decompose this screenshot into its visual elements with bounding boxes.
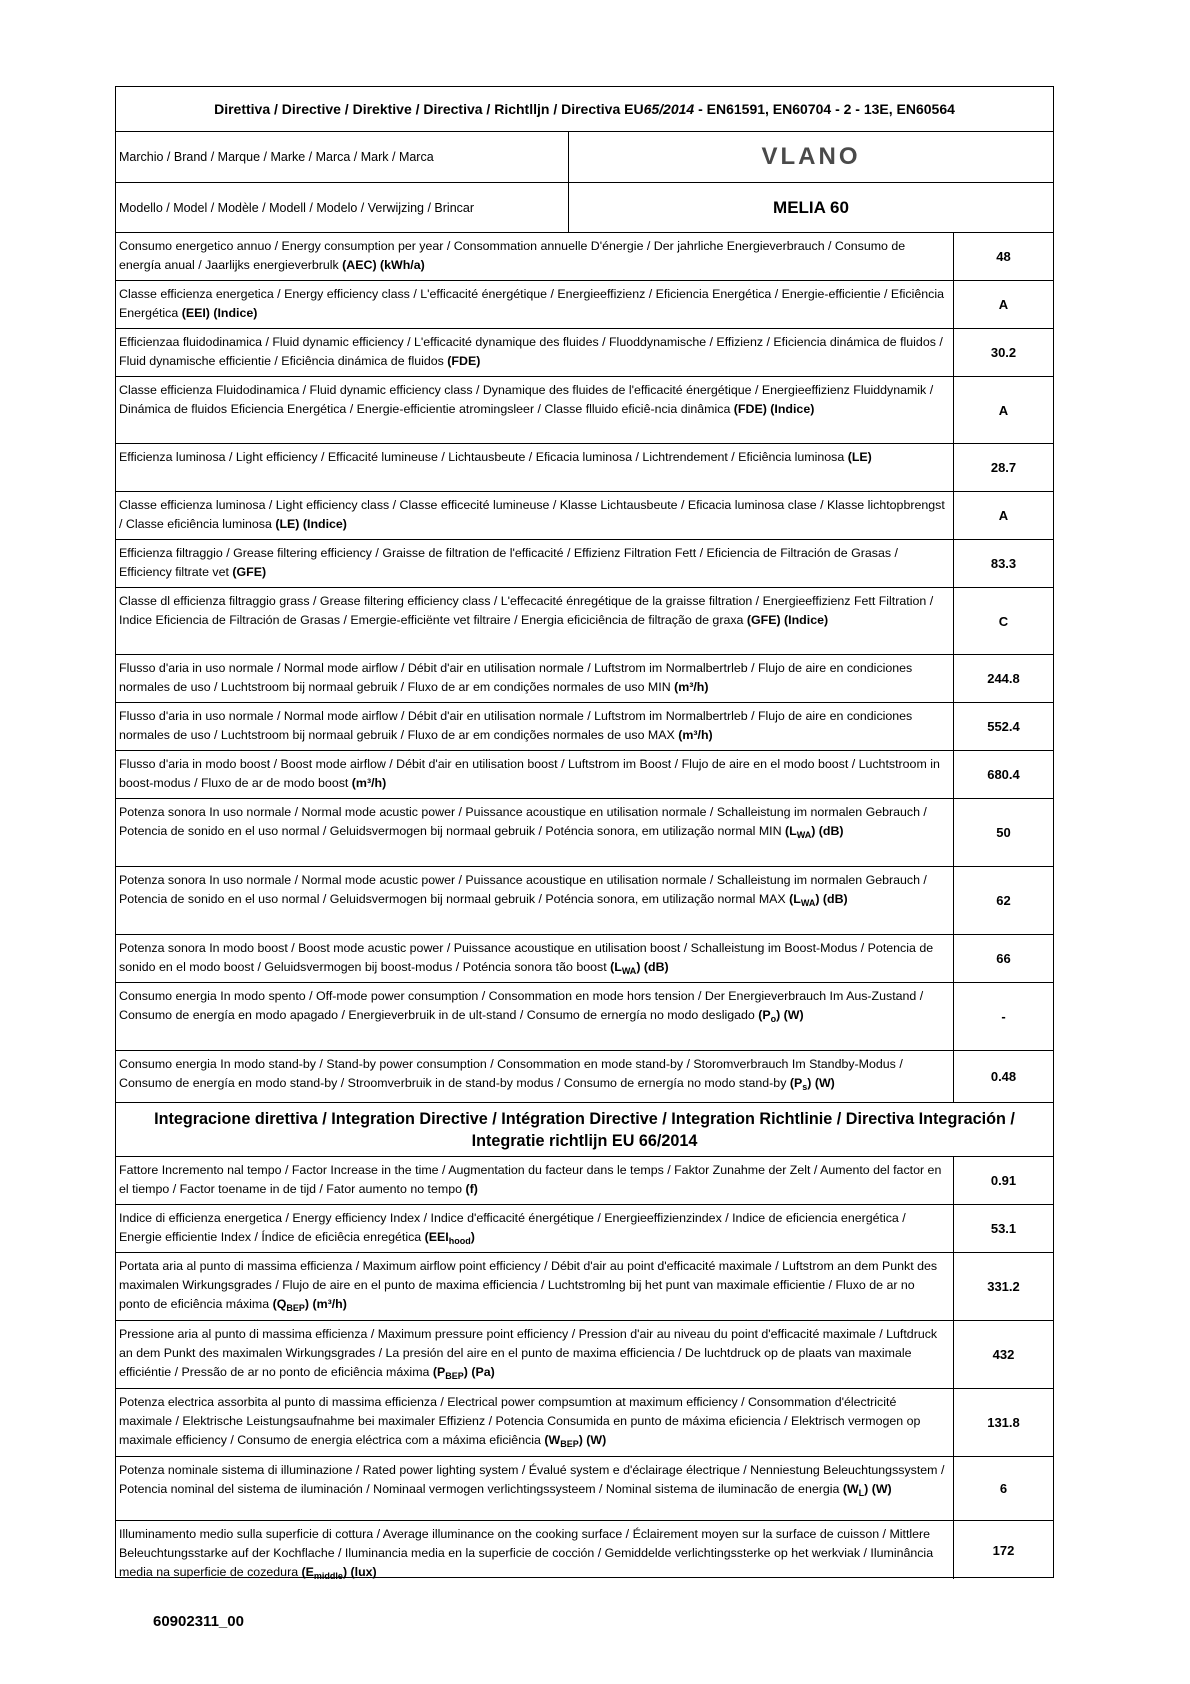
- spec-unit-main: (P: [432, 1365, 446, 1379]
- spec-unit: [425, 1230, 475, 1244]
- spec-unit-subscript: WA: [621, 966, 637, 976]
- spec-unit-subscript: hood: [448, 1236, 471, 1246]
- spec-unit-main: (P: [789, 1076, 803, 1090]
- spec-value: 552.4: [987, 719, 1020, 734]
- spec-unit-end: ) (W): [807, 1076, 835, 1090]
- spec-unit: [747, 613, 828, 627]
- spec-row: [116, 935, 1053, 983]
- spec-unit-end: ) (m³/h): [304, 1297, 347, 1311]
- spec-label: Pressione aria al punto di massima efficienza / Maximum pressure point efficiency / Pression d'air au niveau du point d'efficacité maximale / Luftdruck an dem Punkt des maximalen Wirkungsgrades / La presión del aire en el punto de maxima efficiencia / De luchtdruck op de plaats van maximale efficiéntie / Pressão de ar no ponto de eficiência máxima: [119, 1327, 938, 1379]
- spec-label: Fattore Incremento nal tempo / Factor Increase in the time / Augmentation du facteur dans le temps / Faktor Zunahme der Zelt / Aumento del factor en el tiempo / Factor toename in de tijd / Fator aumento no tempo: [119, 1163, 942, 1196]
- spec-unit: [433, 1365, 495, 1379]
- spec-unit-main: (W: [842, 1482, 859, 1496]
- spec-description: [116, 703, 954, 750]
- spec-unit: [447, 354, 480, 368]
- spec-description: [116, 1253, 954, 1320]
- spec-row: [116, 751, 1053, 799]
- spec-row: [116, 867, 1053, 935]
- spec-unit-main: (EEI) (Indice): [181, 306, 258, 320]
- spec-row: [116, 540, 1053, 588]
- spec-unit-main: (P: [758, 1008, 771, 1022]
- directive-header: [116, 87, 1053, 132]
- spec-value: A: [998, 402, 1009, 418]
- spec-label: Classe efficienza Fluidodinamica / Fluid dynamic efficiency class / Dynamique des fluides de l'efficacité énergétique / Energieeffizienz Fluiddynamik / Dinámica de fluidos Eficiencia Energética / Energie-efficientie atromingsleer / Classe flluido eficiê-ncia dinâmica: [119, 383, 934, 416]
- spec-label: Consumo energia In modo stand-by / Stand-by power consumption / Consommation en mode stand-by / Storomverbrauch Im Standby-Modus / Consumo de energía en modo stand-by / Stroomverbruik in de stand-by modus / Consumo de ernergía no modo stand-by: [119, 1057, 903, 1090]
- spec-value: 50: [996, 825, 1011, 840]
- spec-unit-end: ) (lux): [342, 1565, 377, 1579]
- spec-description: [116, 751, 954, 798]
- spec-value: A: [998, 297, 1009, 312]
- spec-unit-end: ) (dB): [636, 960, 669, 974]
- spec-description: [116, 329, 954, 376]
- spec-unit-main: (E: [301, 1565, 314, 1579]
- spec-unit: [465, 1182, 477, 1196]
- spec-description: [116, 1321, 954, 1388]
- spec-label: Consumo energetico annuo / Energy consumption per year / Consommation annuelle D'énergie / Der jahrliche Energieverbrauch / Consumo de energía anual / Jaarlijks energieverbrulk: [119, 239, 906, 272]
- spec-unit-main: (m³/h): [678, 728, 713, 742]
- spec-row: [116, 1457, 1053, 1521]
- spec-unit-main: (Q: [272, 1297, 287, 1311]
- spec-value: C: [998, 613, 1009, 629]
- spec-value: 680.4: [987, 767, 1020, 782]
- spec-unit-end: ) (W): [864, 1482, 892, 1496]
- spec-row: [116, 377, 1053, 444]
- spec-unit: [848, 450, 872, 464]
- spec-description: [116, 233, 954, 280]
- model-value: MELIA 60: [773, 197, 849, 217]
- spec-value: 6: [999, 1481, 1008, 1496]
- spec-label: Consumo energia In modo spento / Off-mode power consumption / Consommation en mode hors tension / Der Energieverbrauch Im Aus-Zustand / Consumo de energía en modo apagado / Energieverbruik in de ult-stand / Consumo de ernergía no modo desligado: [119, 989, 924, 1022]
- spec-description: [116, 1389, 954, 1456]
- spec-unit-end: ) (W): [776, 1008, 804, 1022]
- spec-label: Classe efficienza energetica / Energy efficiency class / L'efficacité énergétique / Energieeffizienz / Eficiencia Energética / Energie-efficientie / Eficiência Energética: [119, 287, 944, 320]
- spec-value: 30.2: [990, 345, 1017, 360]
- spec-row: [116, 1157, 1053, 1205]
- spec-value: 244.8: [987, 671, 1020, 686]
- spec-unit-subscript: BEP: [286, 1303, 305, 1313]
- spec-sheet: [115, 86, 1054, 1581]
- spec-unit-end: ) (Pa): [463, 1365, 495, 1379]
- spec-value: -: [1001, 1009, 1006, 1024]
- spec-unit: [610, 960, 669, 974]
- spec-description: [116, 1521, 954, 1579]
- spec-unit: [674, 680, 708, 694]
- spec-value: 62: [996, 893, 1011, 908]
- spec-label: Efficienza luminosa / Light efficiency / Efficacité lumineuse / Lichtausbeute / Eficacia luminosa / Lichtrendement / Eficiência luminosa: [119, 450, 848, 464]
- spec-label: Potenza sonora In uso normale / Normal mode acustic power / Puissance acoustique en utilisation normale / Schalleistung im normalen Gebrauch / Potencia de sonido en el uso normal / Geluidsvermogen bij normaal gebruik / Poténcia sonora, em utilização normal MAX: [119, 873, 927, 906]
- spec-unit-subscript: BEP: [560, 1439, 579, 1449]
- spec-row: [116, 588, 1053, 655]
- spec-unit-main: (m³/h): [351, 776, 387, 790]
- spec-description: [116, 377, 954, 443]
- spec-label: Efficienza filtraggio / Grease filtering efficiency / Graisse de filtration de l'efficacité / Effizienz Filtration Fett / Eficiencia de Filtración de Grasas / Efficiency filtrate vet: [119, 546, 898, 579]
- spec-description: [116, 983, 954, 1050]
- spec-value: 48: [996, 249, 1011, 264]
- spec-unit-end: ) (dB): [811, 824, 844, 838]
- spec-description: [116, 1457, 954, 1520]
- spec-description: [116, 281, 954, 328]
- spec-unit-main: (FDE): [447, 354, 481, 368]
- spec-unit-main: (GFE) (Indice): [746, 613, 829, 627]
- spec-description: [116, 867, 954, 934]
- spec-unit: [785, 824, 844, 838]
- spec-value: 53.1: [990, 1221, 1017, 1236]
- spec-label: Potenza nominale sistema di illuminazione / Rated power lighting system / Évalué system e d'éclairage électrique / Nenniestung Beleuchtungssystem / Potencia nominal del sistema de iluminación / Nominaal vermogen verlichtingssysteem / Nominal sistema de iluminacão de energia: [119, 1463, 945, 1496]
- spec-value: A: [998, 508, 1009, 523]
- spec-unit-subscript: BEP: [445, 1371, 464, 1381]
- spec-unit-main: (L: [610, 960, 622, 974]
- spec-value: 28.7: [990, 460, 1017, 475]
- spec-unit: [790, 1076, 835, 1090]
- spec-label: Potenza electrica assorbita al punto di massima efficienza / Electrical power compsumtion at maximum efficiency / Consommation d'électricité maximale / Elektrische Leistungsaufnahme bei maximaler Effizienz / Potencia Consumida en punto de máxima eficiencia / Elektrisch vermogen op maximale efficiency / Consumo de energia eléctrica com a máxima eficiência: [119, 1395, 921, 1447]
- spec-description: [116, 588, 954, 654]
- spec-unit-main: (f): [465, 1182, 478, 1196]
- spec-unit: [275, 517, 347, 531]
- spec-row: [116, 492, 1053, 540]
- spec-description: [116, 799, 954, 866]
- spec-value: 66: [996, 951, 1011, 966]
- spec-label: Flusso d'aria in uso normale / Normal mode airflow / Débit d'air en utilisation normale / Luftstrom im Normalbertrleb / Flujo de aire en condiciones normales de uso / Luchtstroom bij normaal gebruik / Fluxo de ar em condições normales de uso MIN: [119, 661, 913, 694]
- brand-value: [569, 132, 1053, 182]
- spec-unit: [302, 1565, 377, 1579]
- spec-unit: [352, 776, 386, 790]
- spec-unit: [678, 728, 712, 742]
- spec-description: [116, 1051, 954, 1102]
- spec-unit: [182, 306, 258, 320]
- spec-label: Classe efficienza luminosa / Light efficiency class / Classe efficecité lumineuse / Klasse Lichtausbeute / Eficacia luminosa clase / Klasse lichtopbrengst / Classe eficiência luminosa: [119, 498, 945, 531]
- spec-label: Flusso d'aria in uso normale / Normal mode airflow / Débit d'air en utilisation normale / Luftstrom im Normalbertrleb / Flujo de aire en condiciones normales de uso / Luchtstroom bij normaal gebruik / Fluxo de ar em condições normales de uso MAX: [119, 709, 913, 742]
- spec-unit-end: ) (W): [578, 1433, 607, 1447]
- spec-unit-main: (FDE) (Indice): [733, 402, 815, 416]
- spec-unit: [342, 258, 425, 272]
- spec-row: [116, 1389, 1053, 1457]
- spec-description: [116, 540, 954, 587]
- spec-unit-main: (EEI: [424, 1230, 449, 1244]
- spec-description: [116, 492, 954, 539]
- spec-unit-end: ) (dB): [815, 892, 848, 906]
- spec-row: [116, 983, 1053, 1051]
- spec-unit-end: ): [470, 1230, 475, 1244]
- spec-row: [116, 444, 1053, 492]
- spec-description: [116, 655, 954, 702]
- spec-row: [116, 1051, 1053, 1103]
- spec-unit-main: (L: [789, 892, 801, 906]
- spec-label: Portata aria al punto di massima efficienza / Maximum airflow point efficiency / Débit d'air au point d'efficacité maximale / Luftstrom an dem Punkt des maximalen Wirkungsgrades / Flujo de aire en el punto de maxima efficiencia / Luchtstromlng bij het punt van maximale efficientie / Fluxo de ar no ponto de eficiência máxima: [119, 1259, 938, 1311]
- spec-value: 172: [992, 1542, 1015, 1558]
- spec-unit: [789, 892, 848, 906]
- spec-unit: [758, 1008, 803, 1022]
- spec-unit-main: (GFE): [232, 565, 267, 579]
- spec-unit-subscript: WA: [796, 830, 812, 840]
- spec-unit-subscript: WA: [800, 898, 816, 908]
- spec-label: Illuminamento medio sulla superficie di cottura / Average illuminance on the cooking surface / Éclairement moyen sur la surface de cuisson / Mittlere Beleuchtungsstarke auf der Kochflache / Iluminancia media en la superficie de cocción / Gemiddelde verlichtingssterke op het werkviak / Iluminância media na superficie de cozedura: [119, 1527, 934, 1579]
- spec-unit: [843, 1482, 892, 1496]
- spec-unit-main: (W: [544, 1433, 561, 1447]
- spec-label: Indice di efficienza energetica / Energy efficiency Index / Indice d'efficacité énergétique / Energieeffizienzindex / Indice de eficiencia energética / Energie efficientie Index / Índice de eficiêcia enregética: [119, 1211, 906, 1244]
- directive-text: Direttiva / Directive / Direktive / Directiva / Richtlljn / Directiva EU65/2014 - EN61591, EN60704 - 2 - 13E, EN60564: [214, 101, 955, 117]
- spec-unit-main: (m³/h): [674, 680, 709, 694]
- spec-value: 331.2: [987, 1279, 1020, 1294]
- spec-value: 0.48: [990, 1069, 1017, 1084]
- spec-row: [116, 281, 1053, 329]
- brand-label: Marchio / Brand / Marque / Marke / Marca / Mark / Marca: [116, 132, 569, 182]
- brand-logo: VLANO: [761, 143, 861, 170]
- model-row: [116, 183, 1053, 233]
- spec-row: [116, 655, 1053, 703]
- spec-unit: [734, 402, 815, 416]
- spec-description: [116, 444, 954, 491]
- spec-unit-subscript: L: [858, 1488, 865, 1498]
- spec-label: Potenza sonora In uso normale / Normal mode acustic power / Puissance acoustique en utilisation normale / Schalleistung im normalen Gebrauch / Potencia de sonido en el uso normal / Geluidsvermogen bij normaal gebruik / Poténcia sonora, em utilização normal MIN: [119, 805, 927, 838]
- spec-value: 432: [992, 1347, 1015, 1362]
- spec-unit: [232, 565, 266, 579]
- document-number: 60902311_00: [153, 1613, 244, 1630]
- spec-row: [116, 1253, 1053, 1321]
- spec-unit: [273, 1297, 347, 1311]
- spec-value: 83.3: [990, 556, 1017, 571]
- spec-description: [116, 935, 954, 982]
- spec-label: Flusso d'aria in modo boost / Boost mode airflow / Débit d'air en utilisation boost / Luftstrom im Boost / Flujo de aire en el modo boost / Luchtstroom in boost-modus / Fluxo de ar de modo boost: [119, 757, 940, 790]
- spec-unit-main: (LE): [847, 450, 872, 464]
- spec-label: Efficienzaa fluidodinamica / Fluid dynamic efficiency / L'efficacité dynamique des fluides / Fluoddynamische / Effizienz / Eficiencia dinámica de fluidos / Fluid dynamische efficientie / Eficiência dinámica de fluidos: [119, 335, 943, 368]
- spec-label: Potenza sonora In modo boost / Boost mode acustic power / Puissance acoustique en utilisation boost / Schalleistung im Boost-Modus / Potencia de sonido en el modo boost / Geluidsvermogen bij boost-modus / Poténcia sonora tão boost: [119, 941, 934, 974]
- spec-unit-main: (L: [785, 824, 797, 838]
- spec-unit-subscript: s: [802, 1082, 808, 1092]
- spec-unit-main: (AEC) (kWh/a): [342, 258, 425, 272]
- spec-unit-main: (LE) (Indice): [275, 517, 347, 531]
- spec-description: [116, 1157, 954, 1204]
- spec-unit-subscript: o: [770, 1014, 777, 1024]
- model-label: Modello / Model / Modèle / Modell / Modelo / Verwijzing / Brincar: [116, 183, 569, 232]
- spec-row: [116, 1521, 1053, 1579]
- spec-label: Classe dl efficienza filtraggio grass / Grease filtering efficiency class / L'effecacité énregétique de la graisse filtration / Energieeffizienz Fett Filtration / Indice Eficiencia de Filtración de Grasas / Emergie-efficiënte vet filtraire / Energia eficiciência de filtração de graxa: [119, 594, 934, 627]
- spec-row: [116, 1321, 1053, 1389]
- spec-value: 131.8: [987, 1415, 1020, 1430]
- integration-directive-heading: Integracione direttiva / Integration Directive / Intégration Directive / Integration Richtlinie / Directiva Integración / Integratie richtlijn EU 66/2014: [116, 1103, 1053, 1157]
- spec-value: 0.91: [990, 1173, 1017, 1188]
- spec-unit-subscript: middle: [313, 1571, 343, 1581]
- spec-unit: [544, 1433, 606, 1447]
- spec-row: [116, 1205, 1053, 1253]
- spec-row: [116, 233, 1053, 281]
- brand-row: [116, 132, 1053, 183]
- spec-row: [116, 329, 1053, 377]
- spec-row: [116, 703, 1053, 751]
- spec-description: [116, 1205, 954, 1252]
- spec-row: [116, 799, 1053, 867]
